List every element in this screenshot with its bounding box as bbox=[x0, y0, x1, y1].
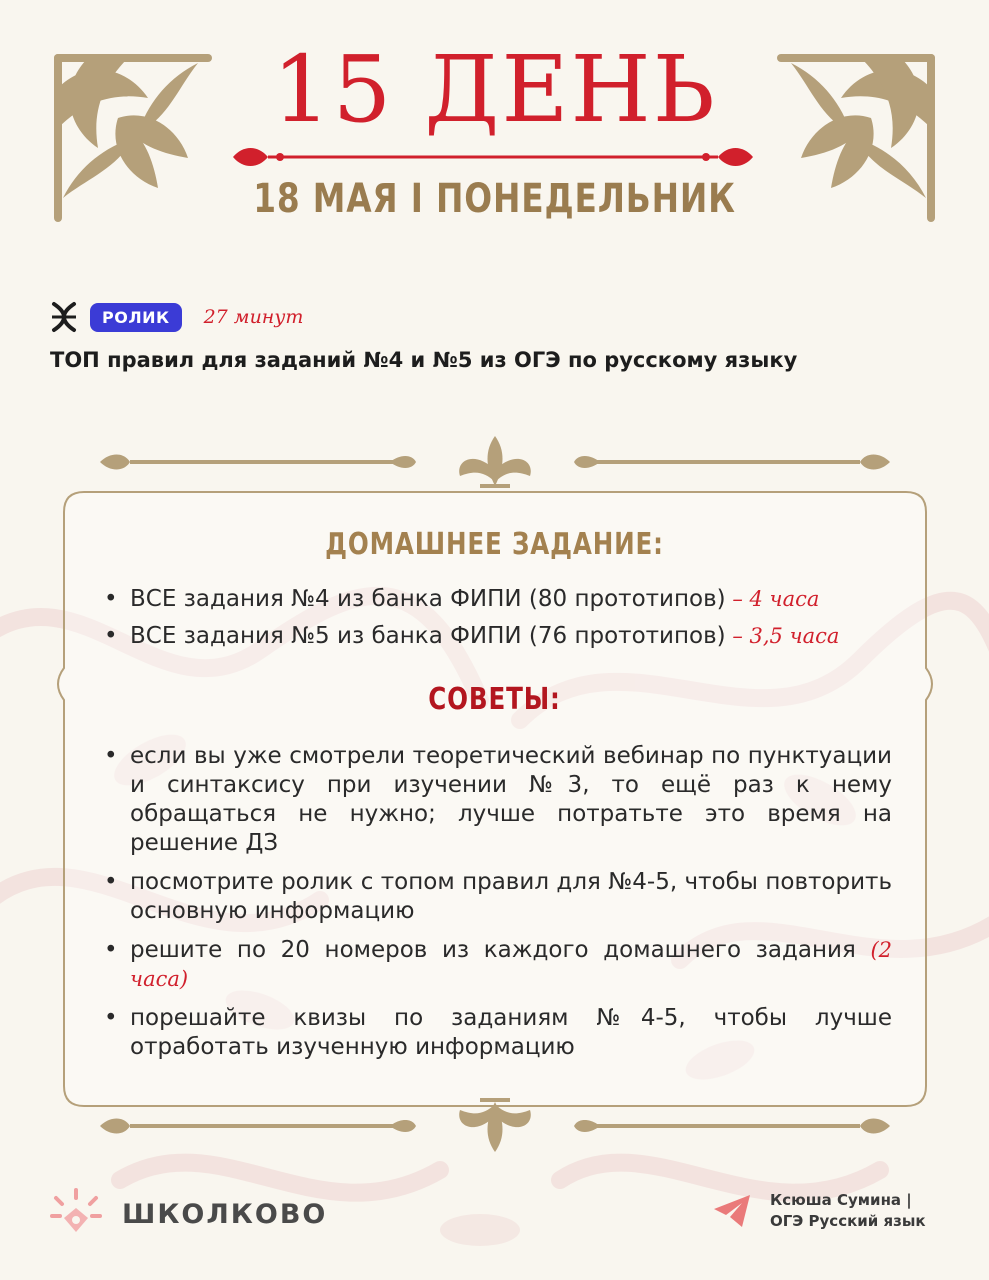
homework-item: • ВСЕ задания №5 из банка ФИПИ (76 прототипов) – 3,5 часа bbox=[100, 622, 892, 651]
day-title: 15 ДЕНЬ bbox=[272, 36, 717, 143]
title-divider-ornament bbox=[228, 142, 758, 172]
shkolkovo-logo bbox=[50, 1188, 327, 1240]
shkolkovo-lamp-icon bbox=[50, 1188, 102, 1240]
homework-item: • ВСЕ задания №4 из банка ФИПИ (80 прототипов) – 4 часа bbox=[100, 585, 892, 614]
tip-item: • порешайте квизы по заданиям №4-5, чтобы лучше отработать изученную информацию bbox=[100, 1004, 892, 1062]
video-badge: РОЛИК bbox=[90, 303, 182, 332]
author-subject: ОГЭ Русский язык bbox=[770, 1212, 926, 1230]
tip-item: • посмотрите ролик с топом правил для №4-5, чтобы повторить основную информацию bbox=[100, 868, 892, 926]
shkolkovo-logo-icon bbox=[50, 298, 78, 336]
ornament-divider-bottom bbox=[90, 1088, 900, 1158]
homework-list bbox=[100, 585, 892, 659]
video-row bbox=[50, 298, 303, 336]
author-block bbox=[712, 1190, 926, 1232]
video-title: ТОП правил для заданий №4 и №5 из ОГЭ по русскому языку bbox=[50, 348, 798, 372]
tips-title: СОВЕТЫ: bbox=[428, 682, 561, 717]
author-name: Ксюша Сумина | bbox=[770, 1191, 912, 1209]
tip-item: • решите по 20 номеров из каждого домашнего задания (2 часа) bbox=[100, 936, 892, 994]
author-text bbox=[770, 1190, 926, 1232]
video-duration: 27 минут bbox=[203, 306, 304, 328]
tip-item: • если вы уже смотрели теоретический вебинар по пунктуации и синтаксису при изучении №3, то ещё раз к нему обращаться не нужно; лучше потратьте это время на решение ДЗ bbox=[100, 742, 892, 858]
date-subtitle: 18 МАЯ I ПОНЕДЕЛЬНИК bbox=[253, 176, 736, 222]
logo-text: ШКОЛКОВО bbox=[122, 1198, 328, 1230]
telegram-icon bbox=[712, 1193, 752, 1229]
homework-title: ДОМАШНЕЕ ЗАДАНИЕ: bbox=[325, 527, 664, 562]
tips-list bbox=[100, 742, 892, 1072]
